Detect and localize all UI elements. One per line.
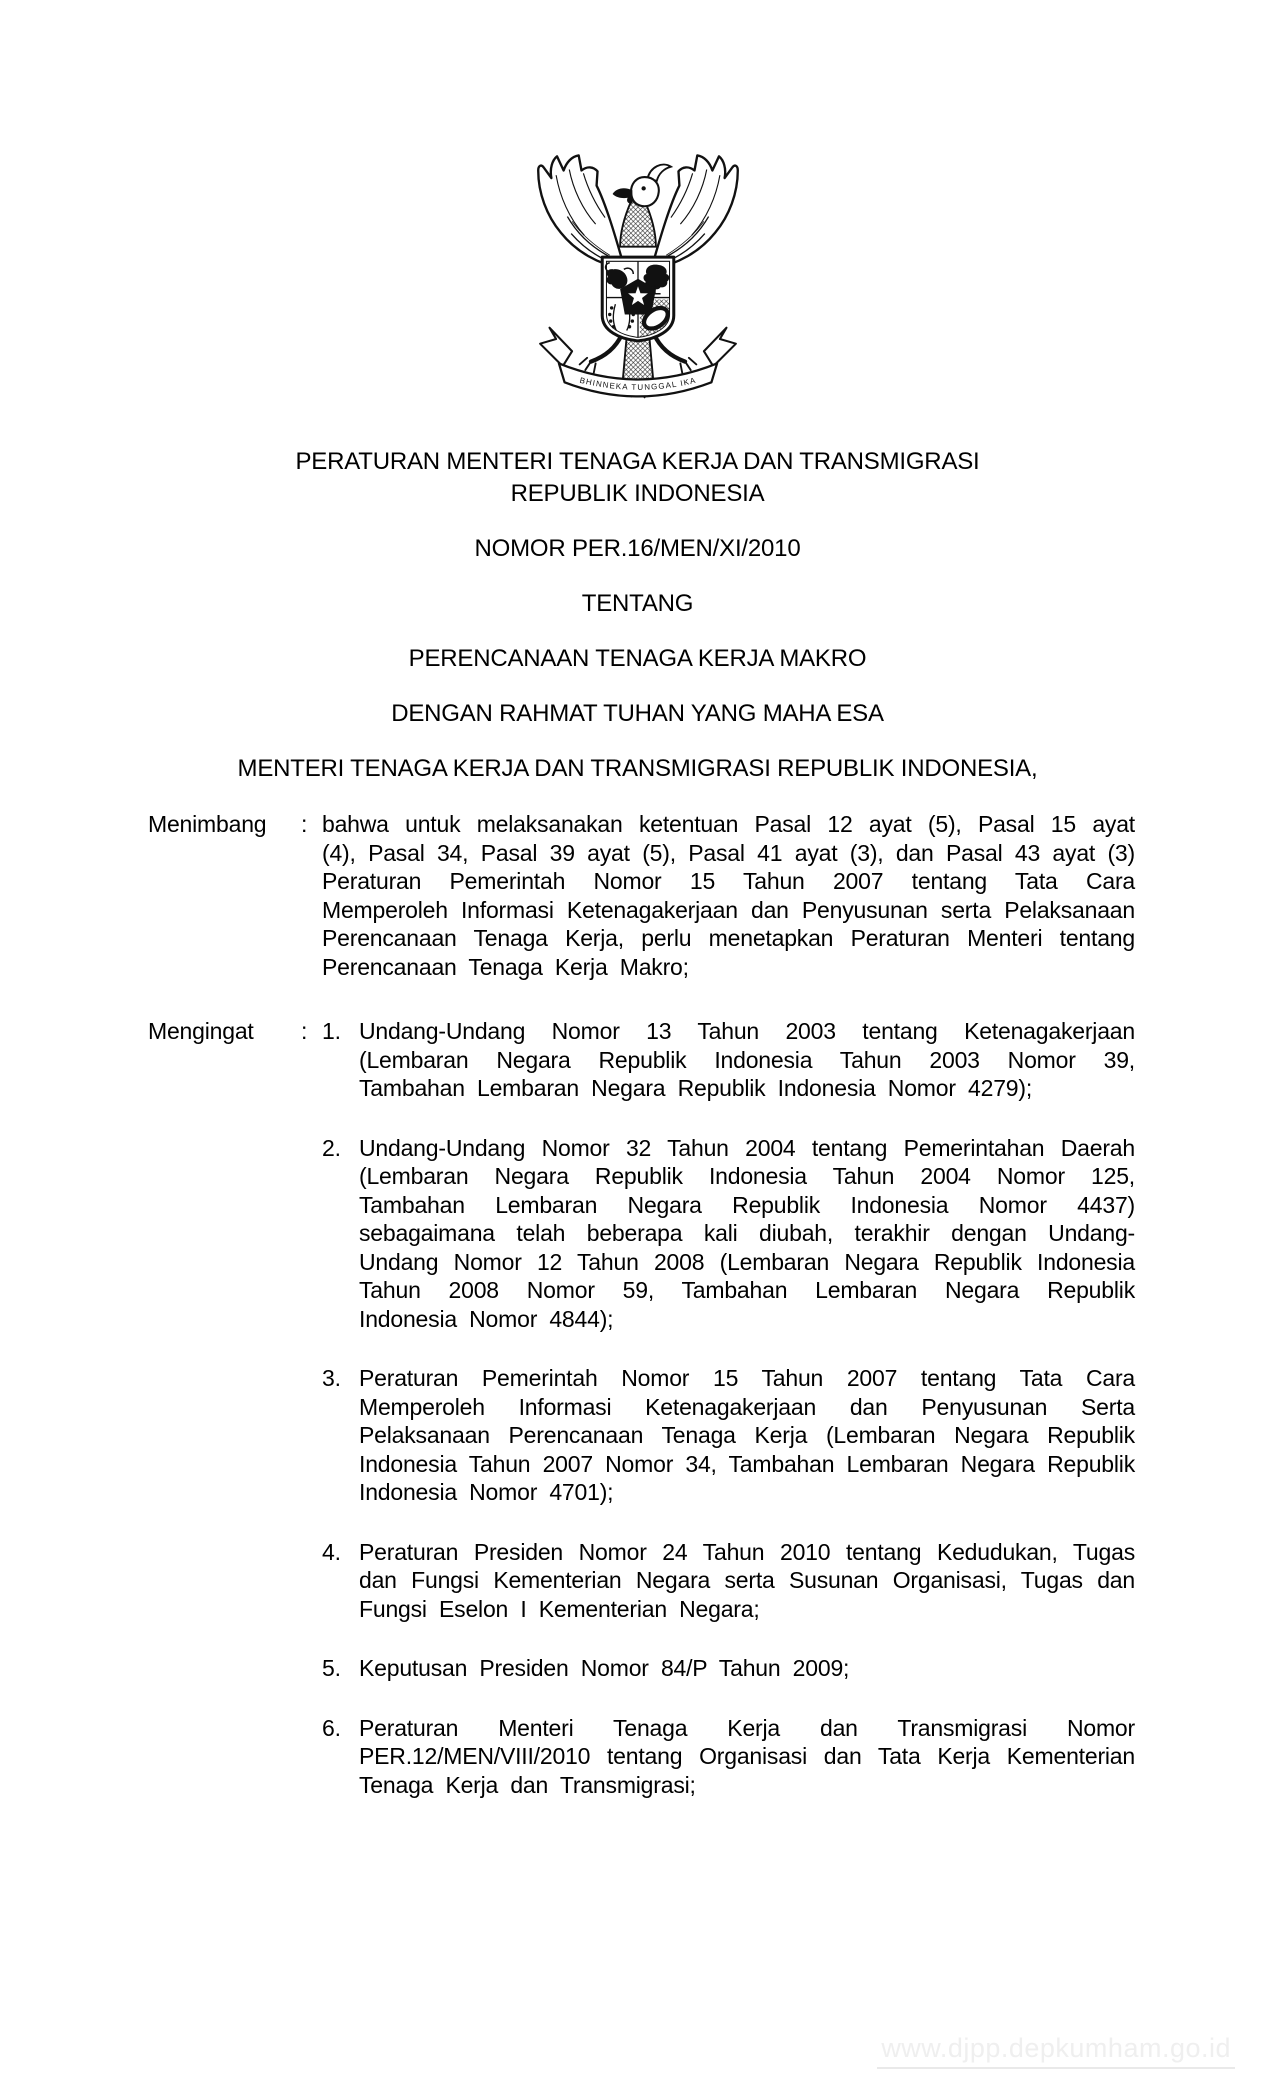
clause-menimbang — [148, 810, 1135, 981]
document-title-line2: REPUBLIK INDONESIA — [510, 480, 765, 507]
garuda-eye — [641, 186, 645, 190]
item-text: Keputusan Presiden Nomor 84/P Tahun 2009; — [359, 1655, 850, 1681]
document-header — [0, 446, 1275, 785]
clause-colon-mengingat: : — [301, 1018, 308, 1044]
document-subject: PERENCANAAN TENAGA KERJA MAKRO — [408, 645, 867, 672]
clause-content-mengingat — [322, 1017, 1135, 1799]
garuda-right-wing — [653, 155, 738, 268]
item-text: Undang-Undang Nomor 32 Tahun 2004 tentang Pemerintahan Daerah (Lembaran Negara Republik Indonesia Tahun 2004 Nomor 125, Tambahan Lembaran Negara Republik Indonesia Nomor 4437) sebagaimana telah beberapa kali diubah, terakhir dengan Undang-Undang Nomor 12 Tahun 2008 (Lembaran Negara Republik Indonesia Tahun 2008 Nomor 59, Tambahan Lembaran Negara Republik Indonesia Nomor 4844); — [359, 1134, 1135, 1332]
clause-content-menimbang — [322, 810, 1135, 981]
mengingat-item-4 — [322, 1538, 1135, 1624]
document-body — [148, 810, 1135, 1799]
item-number: 5. — [322, 1655, 341, 1681]
mengingat-item-5 — [322, 1654, 1135, 1683]
clause-colon-menimbang: : — [301, 811, 308, 837]
item-number: 2. — [322, 1134, 341, 1161]
mengingat-item-2 — [322, 1134, 1135, 1334]
item-text: Peraturan Presiden Nomor 24 Tahun 2010 tentang Kedudukan, Tugas dan Fungsi Kementerian Negara serta Susunan Organisasi, Tugas dan Fungsi Eselon I Kementerian Negara; — [359, 1538, 1135, 1622]
clause-label-menimbang: Menimbang — [148, 811, 267, 837]
mengingat-item-3 — [322, 1364, 1135, 1507]
document-authority: MENTERI TENAGA KERJA DAN TRANSMIGRASI REPUBLIK INDONESIA, — [237, 755, 1038, 782]
document-about-label: TENTANG — [581, 590, 694, 617]
watermark-url: www.djpp.depkumham.go.id — [877, 2033, 1235, 2069]
item-text: Peraturan Pemerintah Nomor 15 Tahun 2007 tentang Tata Cara Memperoleh Informasi Ketenagakerjaan dan Penyusunan Serta Pelaksanaan Perencanaan Tenaga Kerja (Lembaran Negara Republik Indonesia Tahun 2007 Nomor 34, Tambahan Lembaran Negara Republik Indonesia Nomor 4701); — [359, 1365, 1135, 1505]
document-title-line1: PERATURAN MENTERI TENAGA KERJA DAN TRANSMIGRASI — [295, 448, 980, 475]
item-number: 3. — [322, 1365, 341, 1391]
garuda-neck — [620, 201, 656, 247]
menimbang-text: bahwa untuk melaksanakan ketentuan Pasal 12 ayat (5), Pasal 15 ayat (4), Pasal 34, Pasal 39 ayat (5), Pasal 41 ayat (3), dan Pasal 43 ayat (3) Peraturan Pemerintah Nomor 15 Tahun 2007 tentang Tata Cara Memperoleh Informasi Ketenagakerjaan dan Penyusunan serta Pelaksanaan Perencanaan Tenaga Kerja, perlu menetapkan Peraturan Menteri tentang Perencanaan Tenaga Kerja Makro; — [322, 811, 1135, 980]
garuda-beak-icon — [612, 188, 632, 203]
garuda-head — [612, 165, 670, 207]
item-text: Undang-Undang Nomor 13 Tahun 2003 tentang Ketenagakerjaan (Lembaran Negara Republik Indonesia Tahun 2003 Nomor 39, Tambahan Lembaran Negara Republik Indonesia Nomor 4279); — [359, 1018, 1135, 1101]
document-invocation: DENGAN RAHMAT TUHAN YANG MAHA ESA — [391, 700, 884, 727]
banner-motto-text: BHINNEKA TUNGGAL IKA — [578, 375, 697, 392]
item-number: 1. — [322, 1018, 341, 1044]
clause-mengingat — [148, 1017, 1135, 1799]
garuda-shield — [602, 257, 674, 341]
garuda-left-wing — [538, 155, 623, 268]
garuda-pancasila-emblem — [525, 146, 751, 424]
item-number: 6. — [322, 1714, 341, 1741]
clause-label-mengingat: Mengingat — [148, 1018, 254, 1044]
item-text: Peraturan Menteri Tenaga Kerja dan Transmigrasi Nomor PER.12/MEN/VIII/2010 tentang Organisasi dan Tata Kerja Kementerian Tenaga Kerja dan Transmigrasi; — [359, 1714, 1135, 1798]
mengingat-item-6 — [322, 1714, 1135, 1800]
mengingat-item-1 — [322, 1017, 1135, 1103]
document-number: NOMOR PER.16/MEN/XI/2010 — [474, 535, 801, 562]
garuda-emblem-svg — [525, 146, 751, 419]
item-number: 4. — [322, 1538, 341, 1565]
